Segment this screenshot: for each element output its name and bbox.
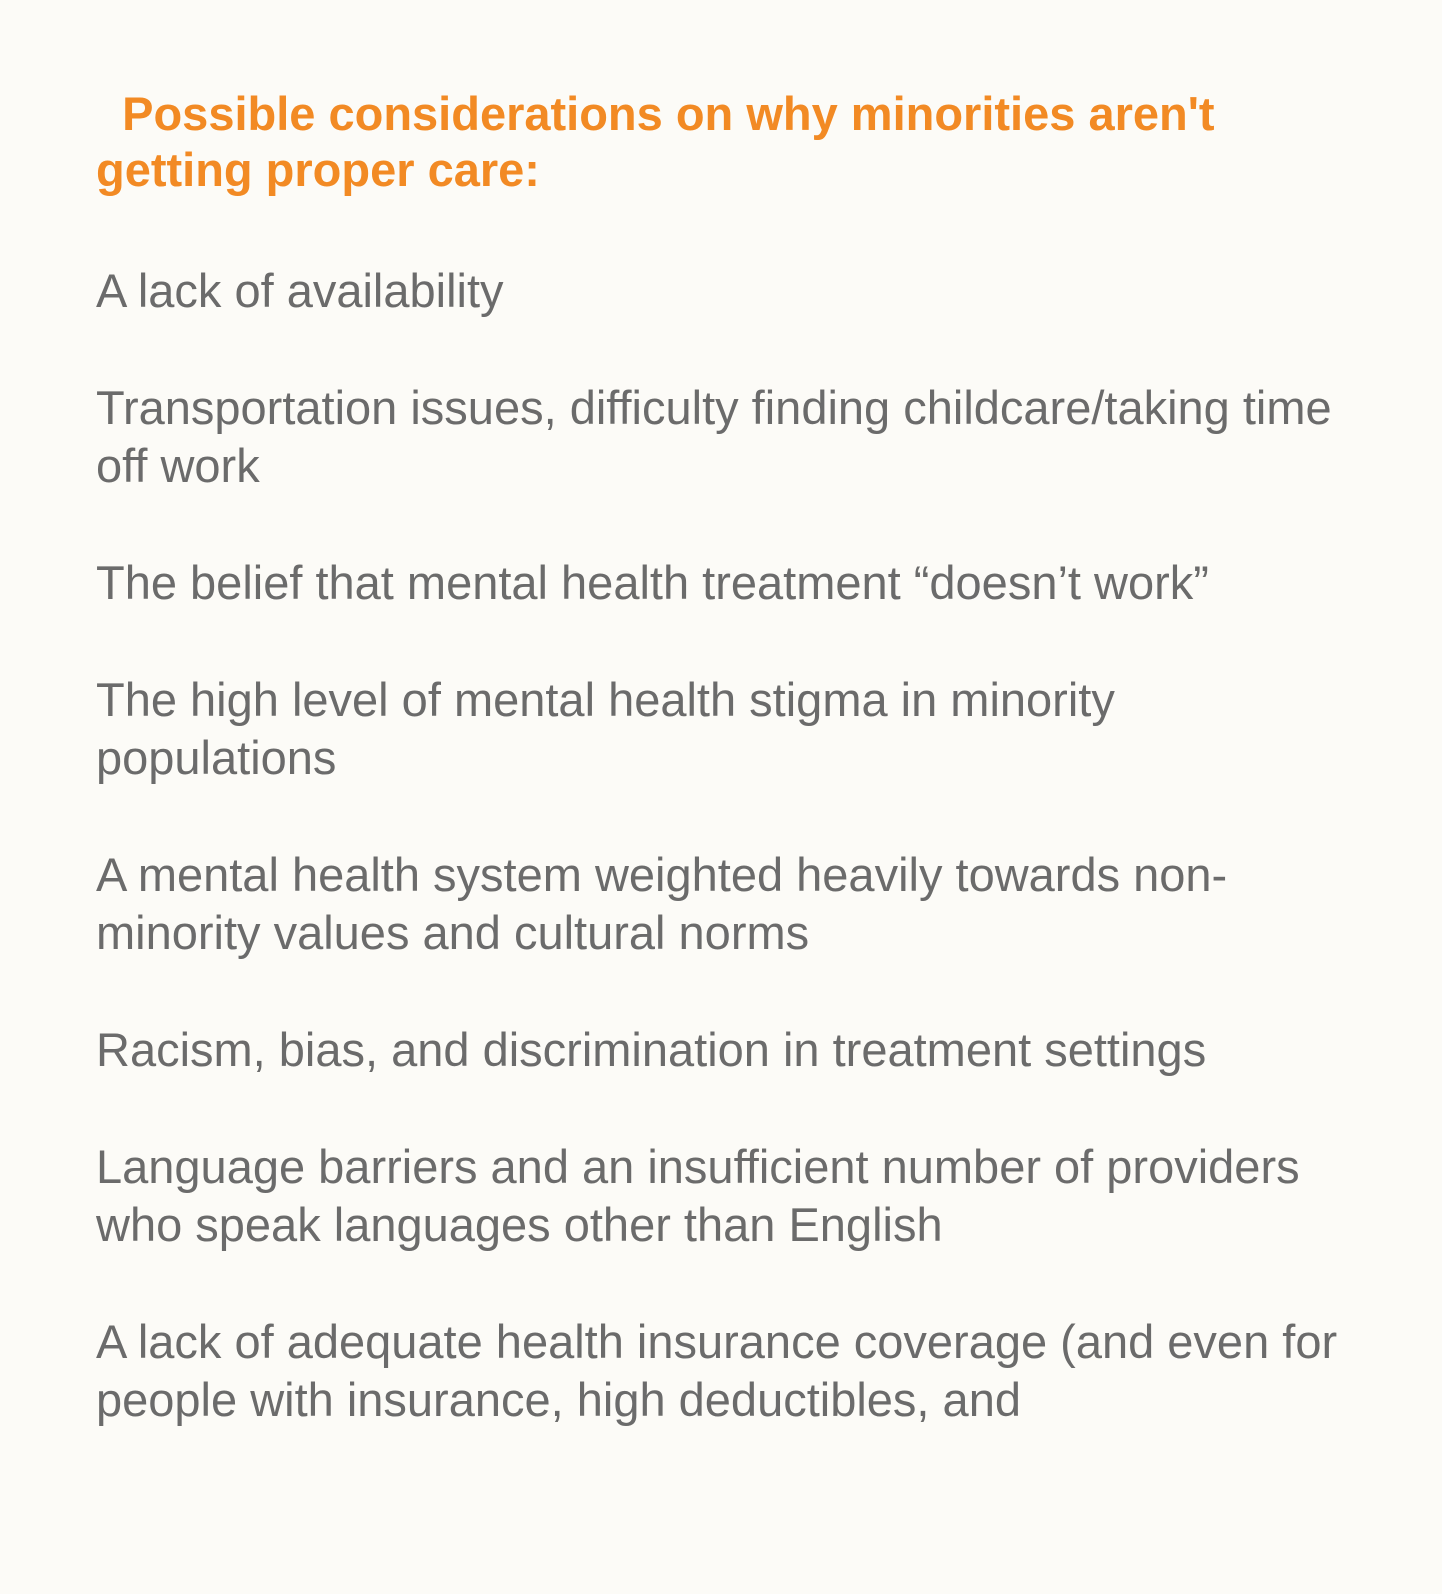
list-item: Racism, bias, and discrimination in treatment settings — [96, 1023, 1207, 1076]
considerations-list — [96, 262, 1366, 1488]
list-item: A mental health system weighted heavily towards non-minority values and cultural norms — [96, 848, 1228, 959]
list-item: Transportation issues, difficulty finding childcare/taking time off work — [96, 381, 1332, 492]
list-item: Language barriers and an insufficient number of providers who speak languages other than English — [96, 1140, 1300, 1251]
list-item: A lack of adequate health insurance coverage (and even for people with insurance, high deductibles, and — [96, 1315, 1338, 1426]
list-item: The high level of mental health stigma in minority populations — [96, 673, 1115, 784]
list-item: The belief that mental health treatment “doesn’t work” — [96, 556, 1209, 609]
page-heading: Possible considerations on why minorities aren't getting proper care: — [96, 87, 1228, 196]
list-item: A lack of availability — [96, 264, 504, 317]
